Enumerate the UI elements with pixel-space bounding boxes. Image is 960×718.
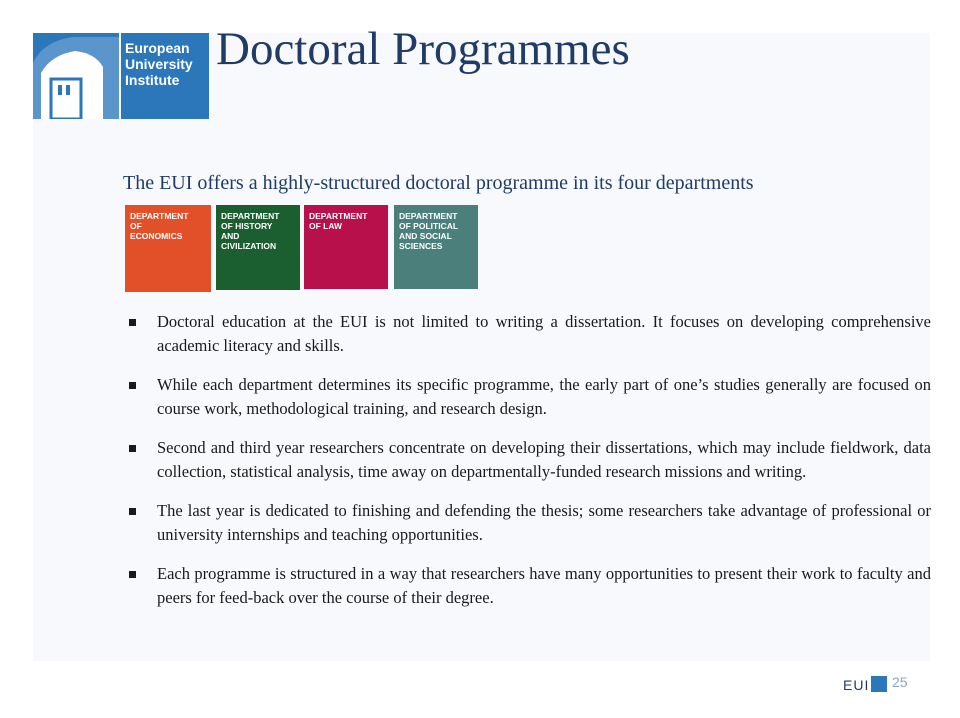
- page-title: Doctoral Programmes: [216, 23, 630, 75]
- bullet-icon: [129, 319, 136, 326]
- department-political-social-sciences: DEPARTMENT OF POLITICAL AND SOCIAL SCIENCES: [394, 205, 478, 289]
- bullet-icon: [129, 508, 136, 515]
- bullet-list: [128, 310, 931, 625]
- bullet-text: While each department determines its specific programme, the early part of one’s studies generally are focused on course work, methodological training, and research design.: [157, 375, 931, 418]
- subtitle: The EUI offers a highly-structured doctoral programme in its four departments: [123, 172, 754, 194]
- list-item: [128, 310, 931, 358]
- list-item: [128, 562, 931, 610]
- eui-building-icon: [33, 33, 119, 119]
- bullet-text: The last year is dedicated to finishing and defending the thesis; some researchers take advantage of professional or university internships and teaching opportunities.: [157, 501, 931, 544]
- logo-line: Institute: [125, 72, 180, 88]
- bullet-icon: [129, 571, 136, 578]
- footer-logo-square-icon: [871, 676, 887, 692]
- page-number: 25: [892, 674, 908, 690]
- footer-eui-logo: EUI: [843, 677, 870, 693]
- bullet-text: Doctoral education at the EUI is not limited to writing a dissertation. It focuses on developing comprehensive academic literacy and skills.: [157, 312, 931, 355]
- bullet-icon: [129, 382, 136, 389]
- list-item: [128, 436, 931, 484]
- department-law: DEPARTMENT OF LAW: [304, 205, 388, 289]
- bullet-text: Second and third year researchers concentrate on developing their dissertations, which may include fieldwork, data collection, statistical analysis, time away on departmentally-funded research missions and writing.: [157, 438, 931, 481]
- list-item: [128, 373, 931, 421]
- logo-line: European: [125, 40, 190, 56]
- bullet-text: Each programme is structured in a way that researchers have many opportunities to present their work to faculty and peers for feed-back over the course of their degree.: [157, 564, 931, 607]
- department-history-civilization: DEPARTMENT OF HISTORY AND CIVILIZATION: [216, 205, 300, 290]
- list-item: [128, 499, 931, 547]
- department-economics: DEPARTMENT OF ECONOMICS: [125, 205, 211, 292]
- eui-logo-text: [121, 33, 209, 119]
- eui-logo: [33, 33, 209, 119]
- bullet-icon: [129, 445, 136, 452]
- logo-line: University: [125, 56, 193, 72]
